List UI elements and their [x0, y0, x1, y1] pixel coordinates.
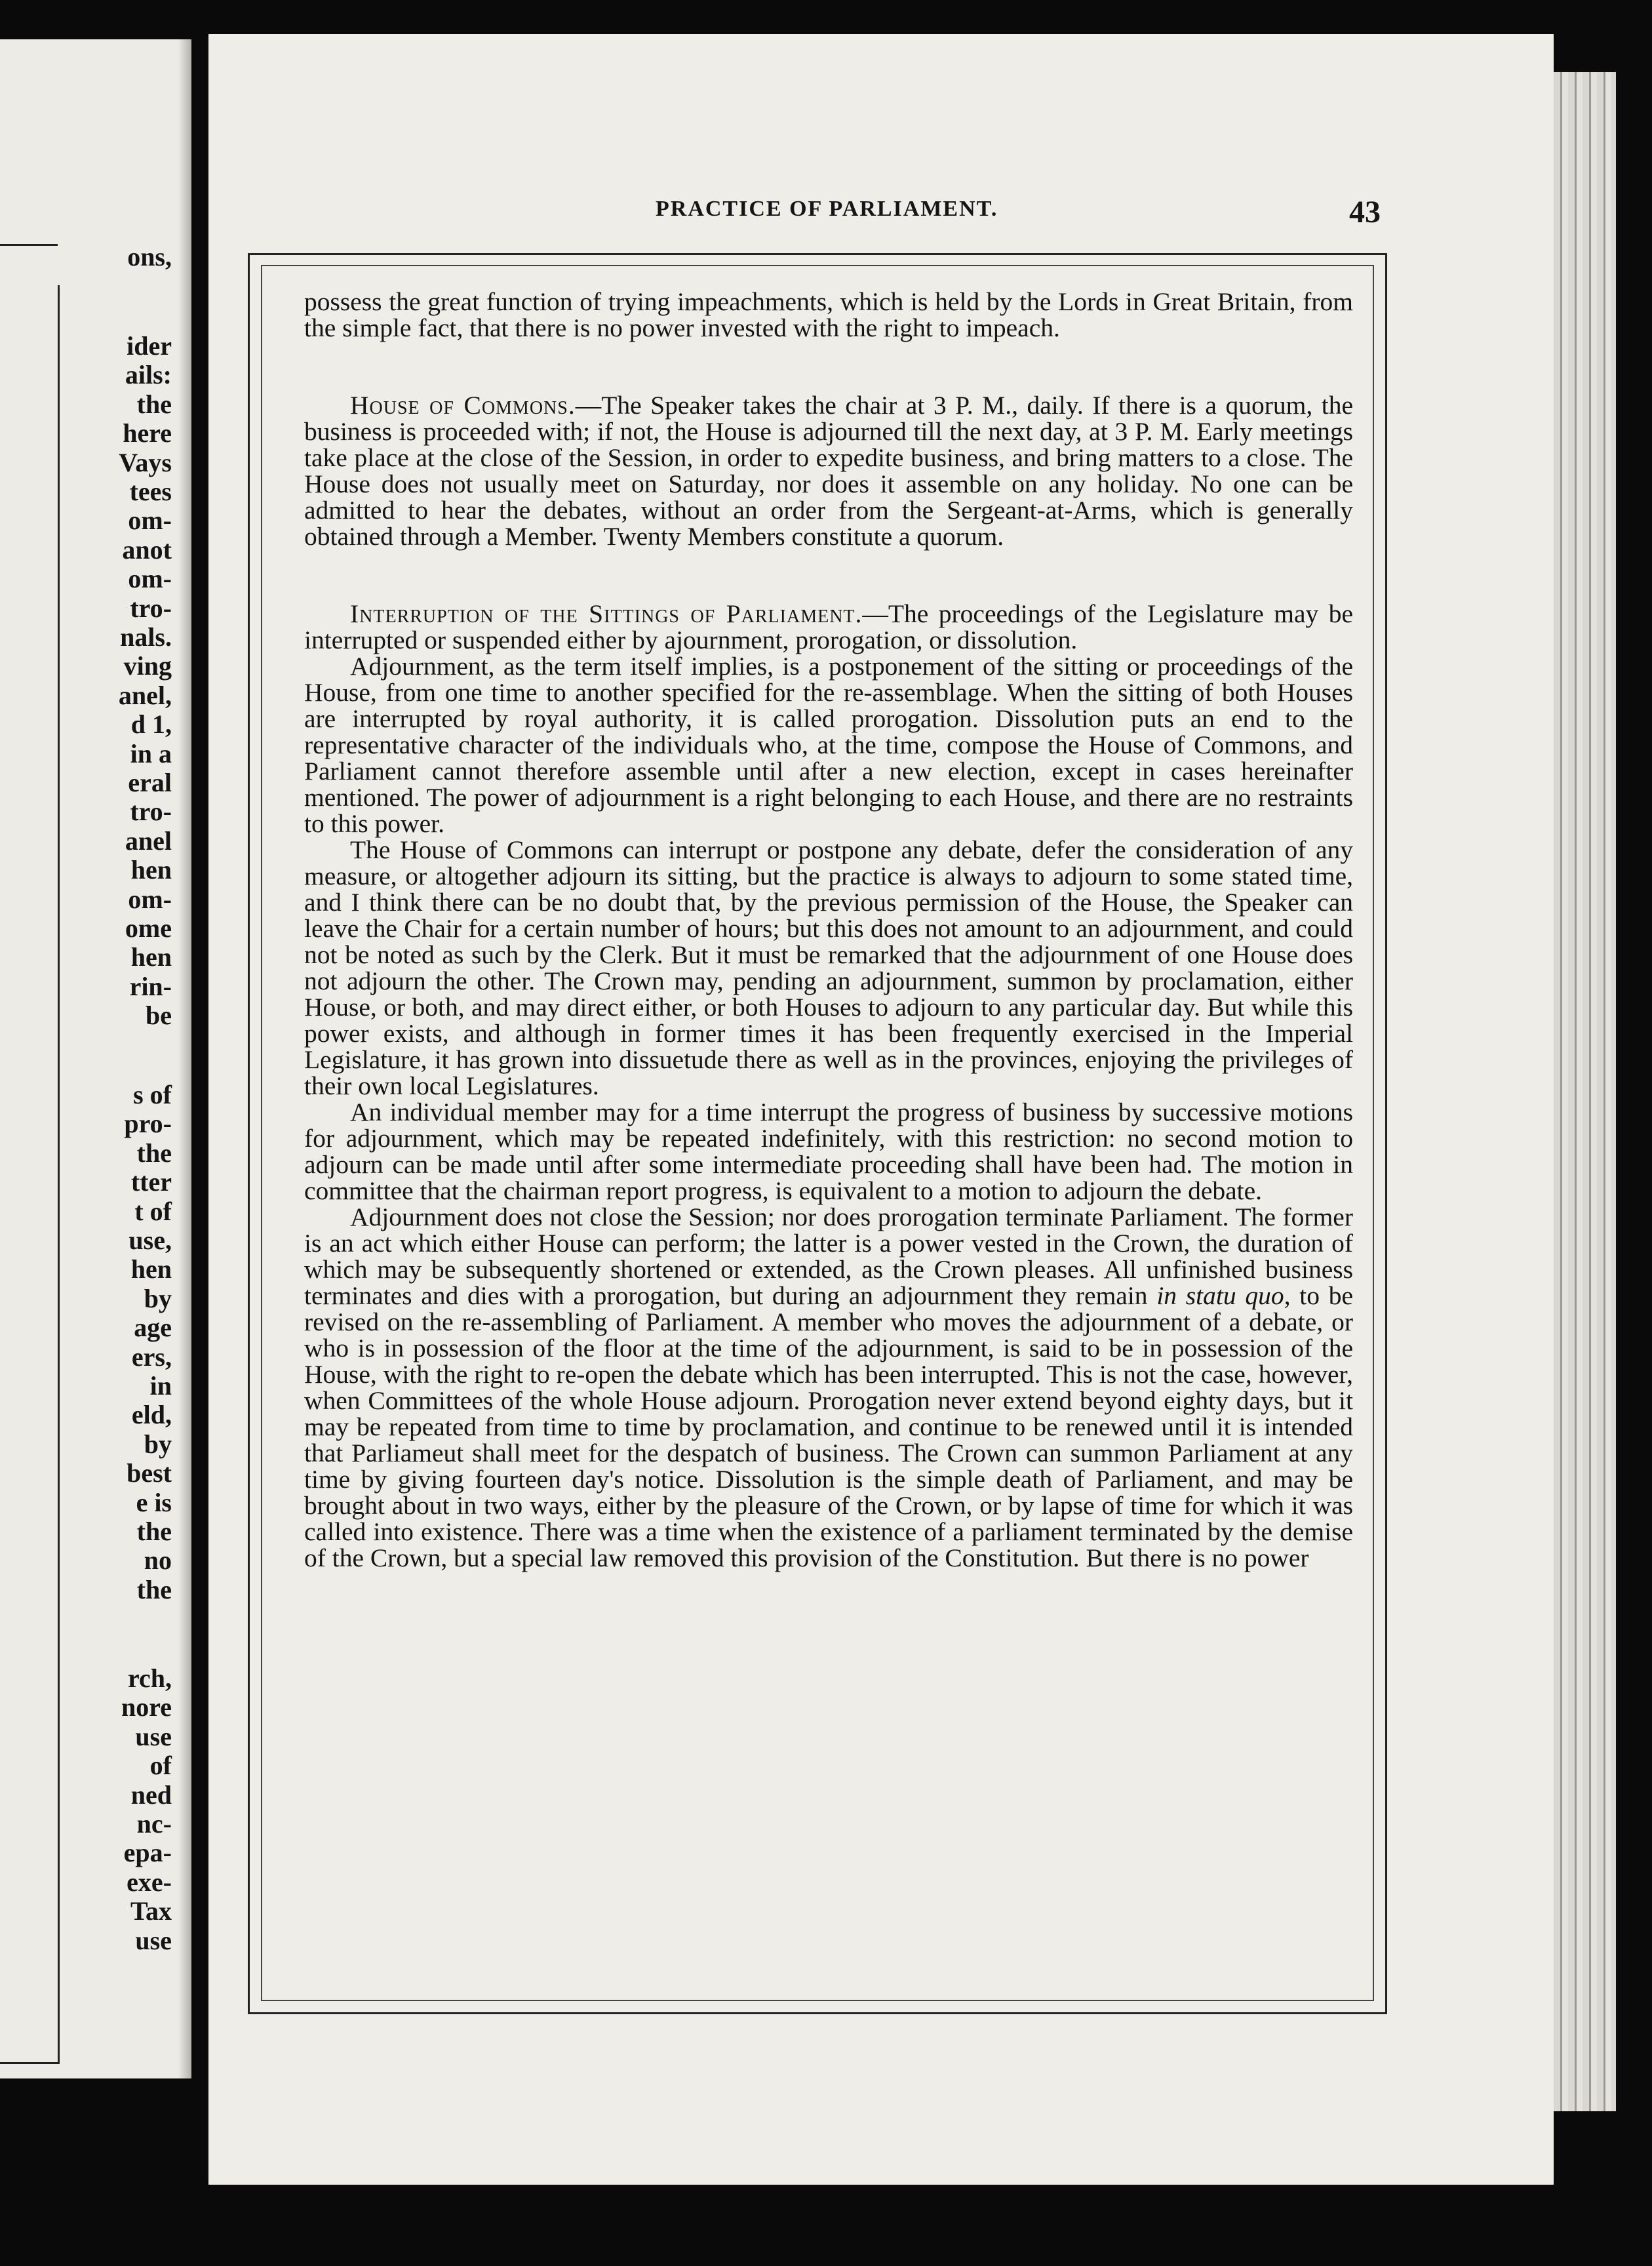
left-page-fragment: anel	[125, 825, 172, 856]
running-title: PRACTICE OF PARLIAMENT.	[656, 197, 998, 221]
left-page-fragment: age	[134, 1313, 172, 1343]
paragraph: The House of Commons can interrupt or postpone any debate, defer the consideration of any measure, or altogether adjourn its sitting, but the practice is always to adjourn to some stated time, and I think there can be no doubt that, by the previous permission of the House, the Speaker can leave the Chair for a certain number of hours; but this does not amount to an adjournment, and could not be noted as such by the Clerk. But it must be remarked that the adjournment of one House does not adjourn the other. The Crown may, pending an adjournment, summon by proclamation, either House, or both, and may direct either, or both Houses to adjourn to any particular day. But while this power exists, and although in former times it has been frequently exercised in the Imperial Legislature, it has grown into dissuetude there as well as in the provinces, enjoying the privileges of their own local Legislatures.	[304, 835, 1353, 1100]
interruption-paragraph	[304, 601, 1353, 653]
left-page-fragment: epa-	[123, 1838, 172, 1868]
left-page-fragment: pro-	[124, 1109, 172, 1139]
left-page-fragment: by	[144, 1283, 172, 1313]
left-page-fragment: exe-	[127, 1867, 172, 1897]
left-page-fragment: Tax	[130, 1896, 172, 1926]
left-page-fragment: ned	[130, 1779, 172, 1810]
left-page-fragment: nore	[121, 1692, 172, 1722]
left-page-fragment: the	[136, 1138, 172, 1168]
left-page-fragment: ers,	[131, 1342, 172, 1372]
left-page-fragment: d 1,	[130, 709, 172, 740]
left-page-fragment: use	[135, 1925, 172, 1955]
page-number: 43	[1349, 195, 1381, 229]
left-page-fragment: ome	[125, 913, 172, 943]
section-heading: House of Commons.	[350, 391, 576, 420]
left-page-fragment: ons,	[127, 242, 172, 271]
left-page-fragment: ving	[123, 651, 172, 681]
house-of-commons-paragraph	[304, 392, 1353, 549]
left-page-fragment: by	[144, 1429, 172, 1459]
left-page-fragment: eral	[128, 768, 172, 797]
left-page-fragment: tro-	[130, 797, 172, 827]
left-page-fragment: ails:	[125, 360, 172, 390]
left-page-fragment: t of	[134, 1196, 172, 1226]
left-page-fragment: e is	[136, 1487, 172, 1517]
left-page-fragment: hen	[130, 1254, 172, 1284]
page-edges	[1554, 72, 1616, 2111]
left-page-fragment: best	[127, 1458, 172, 1488]
section-text: —The proceedings of the Legislature may be interrupted or suspended either by ajournment, prorogation, or dissolution.	[304, 599, 1353, 654]
continuation-paragraph: possess the great function of trying impeachments, which is held by the Lords in Great Britain, from the simple fact, that there is no power invested with the right to impeach.	[304, 287, 1353, 342]
left-page-fragment: be	[146, 1001, 172, 1031]
left-page-frame	[0, 285, 60, 2064]
left-page-fragment: nals.	[120, 622, 172, 652]
left-page-fragment: tees	[129, 477, 172, 506]
left-page-fragment: the	[136, 1574, 172, 1604]
last-paragraph	[304, 1204, 1353, 1571]
left-page-fragment: the	[136, 1517, 172, 1546]
text-run: to be revised on the re-assembling of Parliament. A member who moves the adjournment of a debate, or who is in possession of the floor at the time of the adjournment, is said to be in possession of the House, with the right to re-open the debate which has been interrupted. This is not the case, however, when Committees of the whole House adjourn. Prorogation never extend beyond eighty days, but it may be repeated from time to time by proclamation, and continue to be renewed until it is intended that Parliameut shall meet for the despatch of business. The Crown can summon Parliament at any time by giving fourteen day's notice. Dissolution is the simple death of Parliament, and may be brought about in two ways, either by the pleasure of the Crown, or by lapse of time for which it was called into existence. There was a time when the existence of a parliament terminated by the demise of the Crown, but a special law removed this provision of the Constitution. But there is no power	[304, 1281, 1353, 1572]
text-run: Adjournment does not close the Session; nor does prorogation terminate Parliament. The former is an act which either House can perform; the latter is a power vested in the Crown, the duration of which may be subsequently shortened or extended, as the Crown pleases. All unfinished business terminates and dies with a prorogation, but during an adjournment they remain	[304, 1203, 1353, 1310]
paragraph: Adjournment, as the term itself implies, is a postponement of the sitting or proceedings of the House, from one time to another specified for the re-assemblage. When the sitting of both Houses are interrupted by royal authority, it is called prorogation. Dissolution puts an end to the representative character of the individuals who, at the time, compose the House of Commons, and Parliament cannot therefore assemble until after a new election, except in cases hereinafter mentioned. The power of adjournment is a right belonging to each House, and there are no restraints to this power.	[304, 652, 1353, 838]
gutter-shadow	[178, 39, 191, 2078]
left-page-fragment: the	[136, 389, 172, 419]
left-page-fragment: here	[123, 418, 172, 448]
left-page-fragment: om-	[128, 884, 172, 914]
left-page-fragment: om-	[128, 506, 172, 536]
left-page-fragment: hen	[130, 855, 172, 885]
left-page-fragment: eld,	[131, 1400, 172, 1430]
left-page-fragment: hen	[130, 942, 172, 972]
left-page-fragment: anot	[122, 534, 172, 565]
left-page-fragment: use	[135, 1721, 172, 1751]
paragraph: An individual member may for a time interrupt the progress of business by successive motions for adjournment, which may be repeated indefinitely, with this restriction: no second motion to adjourn can be made until after some intermediate proceeding shall have been had. The motion in committee that the chairman report progress, is equivalent to a motion to adjourn the debate.	[304, 1098, 1353, 1205]
body-text	[304, 288, 1353, 1571]
section-text: —The Speaker takes the chair at 3 P. M., daily. If there is a quorum, the business is proceeded with; if not, the House is adjourned till the next day, at 3 P. M. Early meetings take place at the close of the Session, in order to expedite business, and bring matters to a close. The House does not usually meet on Saturday, nor does it assemble on any holiday. No one can be admitted to hear the debates, without an order from the Sergeant-at-Arms, which is generally obtained through a Member. Twenty Members constitute a quorum.	[304, 391, 1354, 551]
section-heading: Interruption of the Sittings of Parliament.	[350, 599, 863, 628]
left-page-rule	[0, 244, 58, 246]
left-page-fragment: tro-	[130, 593, 172, 623]
left-page-fragment: Vays	[119, 447, 172, 477]
left-page-fragment: no	[144, 1545, 172, 1576]
left-page-fragment: in	[149, 1371, 172, 1401]
left-page-fragment: rch,	[127, 1663, 172, 1693]
left-page-fragment: in a	[130, 738, 172, 768]
left-page-fragment: use,	[128, 1225, 172, 1255]
left-page-fragment: om-	[128, 564, 172, 594]
left-page-fragment: anel,	[118, 680, 172, 710]
left-page-fragment: s of	[133, 1080, 172, 1109]
left-page-fragment: tter	[130, 1167, 172, 1197]
left-facing-page	[0, 39, 191, 2078]
left-page-fragment: ider	[127, 331, 172, 361]
italic-phrase: in statu quo,	[1156, 1281, 1291, 1310]
left-page-fragment: of	[149, 1751, 172, 1781]
left-page-fragment: nc-	[136, 1809, 172, 1839]
left-page-fragment: rin-	[129, 971, 172, 1001]
